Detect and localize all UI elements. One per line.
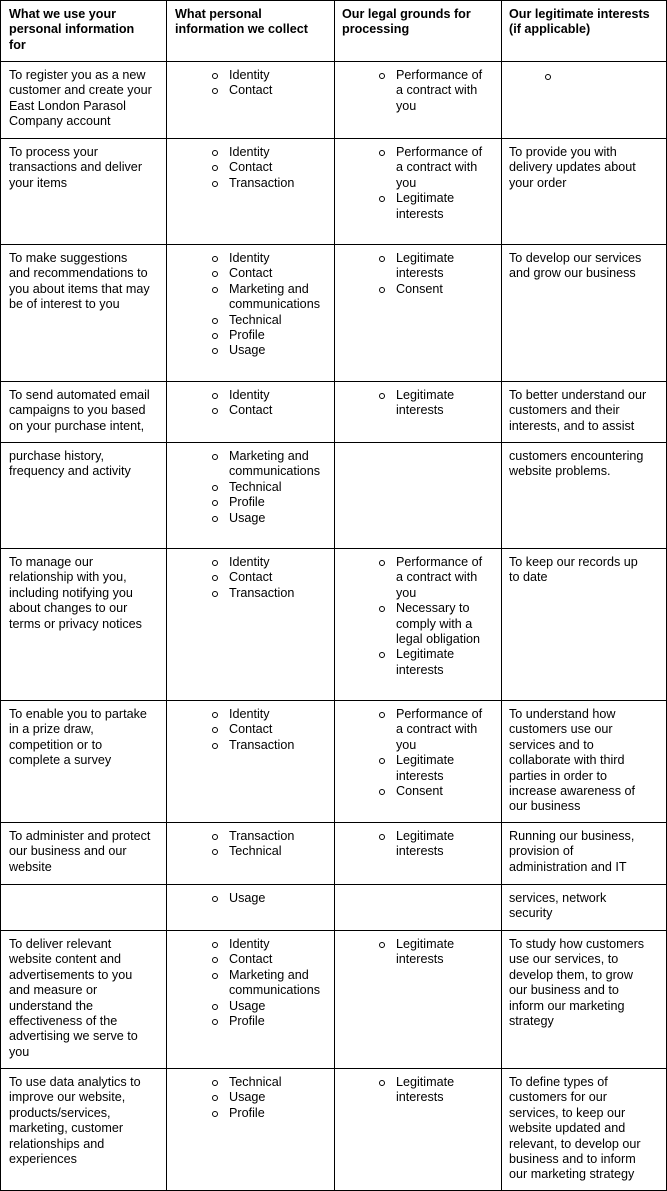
info-collected-list [211,555,294,601]
purpose-cell: To send automated email campaigns to you based on your purchase intent, [9,388,150,433]
info-list-item: Identity [211,937,320,952]
info-list-item: Contact [211,570,294,585]
legitimate-interests-cell: services, network security [509,891,607,921]
info-list-item: Contact [211,722,294,737]
info-list-item: Marketing and communications [211,449,320,480]
table-horizontal-border [0,442,667,443]
table-horizontal-border [0,930,667,931]
purpose-cell: To deliver relevant website content and advertisements to you and measure or understand the effectiveness of the advertising we serve to you [9,937,138,1059]
info-collected-list [211,829,294,860]
table-horizontal-border [0,244,667,245]
info-list-item: Contact [211,403,272,418]
legal-grounds-list [378,555,482,678]
legitimate-interests-cell: Running our business, provision of administration and IT [509,829,635,874]
legal-grounds-list [378,145,482,222]
info-list-item: Contact [211,266,320,281]
info-list-item: Contact [211,83,272,98]
legitimate-interests-cell: To understand how customers use our services and to collaborate with third parties in order to increase awareness of our business [509,707,636,814]
info-list-item: Marketing and communications [211,282,320,313]
grounds-list-item: Performance of a contract with you [378,555,482,601]
grounds-list-item: Necessary to comply with a legal obligation [378,601,482,647]
info-list-item: Profile [211,328,320,343]
info-list-item: Technical [211,1075,282,1090]
info-collected-list [211,1075,282,1121]
info-list-item: Identity [211,707,294,722]
info-list-item: Transaction [211,829,294,844]
info-list-item: Usage [211,891,265,906]
table-horizontal-border [0,548,667,549]
legal-grounds-list [378,251,454,297]
info-list-item: Contact [211,952,320,967]
info-list-item: Profile [211,1014,320,1029]
grounds-list-item: Legitimate interests [378,388,454,419]
info-list-item: Technical [211,313,320,328]
column-header: Our legitimate interests (if applicable) [509,7,650,37]
info-collected-list [211,449,320,526]
info-collected-list [211,145,294,191]
empty-bullet-icon [545,74,551,80]
legal-grounds-list [378,388,454,419]
table-horizontal-border [0,381,667,382]
grounds-list-item: Legitimate interests [378,251,454,282]
legal-grounds-list [378,707,482,799]
grounds-list-item: Performance of a contract with you [378,68,482,114]
info-collected-list [211,891,265,906]
info-list-item: Transaction [211,176,294,191]
grounds-list-item: Legitimate interests [378,829,454,860]
legitimate-interests-cell: To better understand our customers and their interests, and to assist [509,388,647,433]
purpose-cell: To enable you to partake in a prize draw, competition or to complete a survey [9,707,147,768]
table-horizontal-border [0,822,667,823]
grounds-list-item: Performance of a contract with you [378,707,482,753]
legitimate-interests-cell: customers encountering website problems. [509,449,644,479]
table-vertical-border [0,0,1,1191]
column-header: What personal information we collect [175,7,308,37]
table-horizontal-border [0,138,667,139]
table-horizontal-border [0,700,667,701]
table-horizontal-border [0,1068,667,1069]
info-list-item: Identity [211,388,272,403]
info-collected-list [211,937,320,1029]
purpose-cell: To register you as a new customer and create your East London Parasol Company account [9,68,152,129]
grounds-list-item: Consent [378,784,482,799]
purpose-cell: purchase history, frequency and activity [9,449,131,479]
table-horizontal-border [0,884,667,885]
legitimate-interests-cell: To define types of customers for our services, to keep our website updated and relevant, to develop our business and to inform our marketing strategy [509,1075,641,1182]
info-list-item: Usage [211,999,320,1014]
table-horizontal-border [0,0,667,1]
column-header: Our legal grounds for processing [342,7,471,37]
info-list-item: Usage [211,511,320,526]
purpose-cell: To use data analytics to improve our website, products/services, marketing, customer relationships and experiences [9,1075,141,1167]
grounds-list-item: Performance of a contract with you [378,145,482,191]
legal-grounds-list [378,937,454,968]
info-list-item: Contact [211,160,294,175]
legitimate-interests-cell: To provide you with delivery updates about your order [509,145,636,190]
info-list-item: Technical [211,844,294,859]
info-list-item: Transaction [211,738,294,753]
purpose-cell: To manage our relationship with you, including notifying you about changes to our terms or privacy notices [9,555,142,631]
info-list-item: Profile [211,495,320,510]
purpose-cell: To process your transactions and deliver your items [9,145,143,190]
legitimate-interests-cell: To study how customers use our services, to develop them, to grow our business and to inform our marketing strategy [509,937,645,1029]
info-collected-list [211,251,320,359]
legal-grounds-list [378,68,482,114]
legitimate-interests-cell: To develop our services and grow our business [509,251,642,281]
grounds-list-item: Legitimate interests [378,647,482,678]
info-collected-list [211,68,272,99]
info-list-item: Identity [211,145,294,160]
purpose-cell: To administer and protect our business and our website [9,829,151,874]
info-list-item: Profile [211,1106,282,1121]
legitimate-interests-cell: To keep our records up to date [509,555,638,585]
info-list-item: Identity [211,251,320,266]
info-list-item: Marketing and communications [211,968,320,999]
grounds-list-item: Legitimate interests [378,191,482,222]
table-vertical-border [166,0,167,1191]
info-list-item: Identity [211,68,272,83]
table-vertical-border [334,0,335,1191]
grounds-list-item: Consent [378,282,454,297]
column-header: What we use your personal information for [9,7,135,52]
info-list-item: Technical [211,480,320,495]
purpose-cell: To make suggestions and recommendations to you about items that may be of interest to you [9,251,150,312]
legal-grounds-list [378,1075,454,1106]
info-collected-list [211,707,294,753]
grounds-list-item: Legitimate interests [378,753,482,784]
info-list-item: Usage [211,343,320,358]
info-list-item: Identity [211,555,294,570]
info-collected-list [211,388,272,419]
table-horizontal-border [0,61,667,62]
info-list-item: Transaction [211,586,294,601]
grounds-list-item: Legitimate interests [378,937,454,968]
table-vertical-border [501,0,502,1191]
legal-grounds-list [378,829,454,860]
info-list-item: Usage [211,1090,282,1105]
grounds-list-item: Legitimate interests [378,1075,454,1106]
